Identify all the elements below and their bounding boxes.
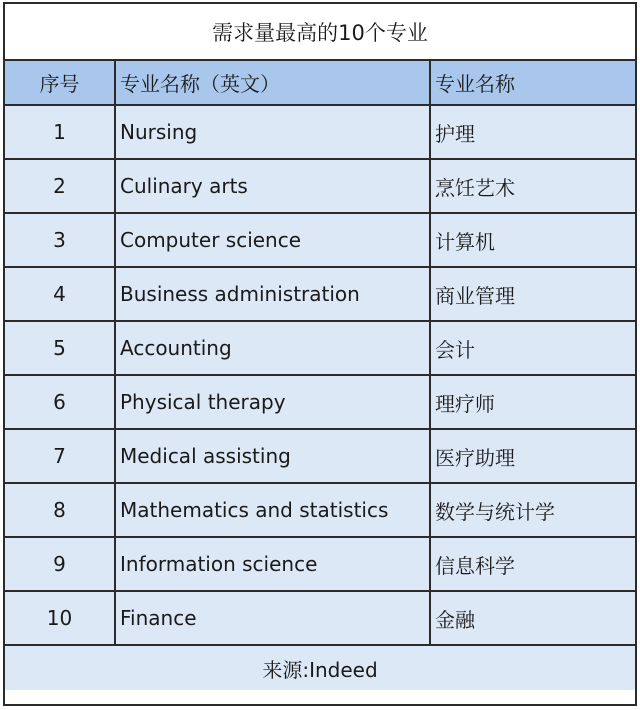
name-cn-cell: 理疗师	[430, 375, 635, 429]
name-en-cell: Information science	[115, 537, 430, 591]
table-row	[5, 537, 635, 591]
name-en-cell: Finance	[115, 591, 430, 645]
header-rank: 序号	[5, 61, 115, 105]
name-en-cell: Business administration	[115, 267, 430, 321]
name-cn-cell: 烹饪艺术	[430, 159, 635, 213]
header-row	[5, 61, 635, 105]
name-cn-cell: 商业管理	[430, 267, 635, 321]
table-title: 需求量最高的10个专业	[5, 4, 635, 61]
rank-cell: 10	[5, 591, 115, 645]
name-cn-cell: 护理	[430, 105, 635, 159]
table-row	[5, 321, 635, 375]
rank-cell: 1	[5, 105, 115, 159]
rank-cell: 6	[5, 375, 115, 429]
name-cn-cell: 信息科学	[430, 537, 635, 591]
name-cn-cell: 会计	[430, 321, 635, 375]
rank-cell: 3	[5, 213, 115, 267]
header-name-en: 专业名称（英文）	[115, 61, 430, 105]
majors-table-sheet	[3, 2, 637, 706]
majors-table	[5, 61, 635, 646]
name-cn-cell: 数学与统计学	[430, 483, 635, 537]
rank-cell: 4	[5, 267, 115, 321]
table-row	[5, 105, 635, 159]
name-cn-cell: 计算机	[430, 213, 635, 267]
name-cn-cell: 金融	[430, 591, 635, 645]
table-row	[5, 591, 635, 645]
table-row	[5, 483, 635, 537]
table-row	[5, 159, 635, 213]
name-en-cell: Physical therapy	[115, 375, 430, 429]
name-en-cell: Mathematics and statistics	[115, 483, 430, 537]
table-row	[5, 429, 635, 483]
table-row	[5, 375, 635, 429]
rank-cell: 7	[5, 429, 115, 483]
rank-cell: 9	[5, 537, 115, 591]
header-name-cn: 专业名称	[430, 61, 635, 105]
rank-cell: 5	[5, 321, 115, 375]
table-row	[5, 213, 635, 267]
source-footer: 来源:Indeed	[5, 646, 635, 690]
name-en-cell: Computer science	[115, 213, 430, 267]
table-row	[5, 267, 635, 321]
name-en-cell: Culinary arts	[115, 159, 430, 213]
name-en-cell: Medical assisting	[115, 429, 430, 483]
name-cn-cell: 医疗助理	[430, 429, 635, 483]
name-en-cell: Accounting	[115, 321, 430, 375]
rank-cell: 8	[5, 483, 115, 537]
rank-cell: 2	[5, 159, 115, 213]
name-en-cell: Nursing	[115, 105, 430, 159]
